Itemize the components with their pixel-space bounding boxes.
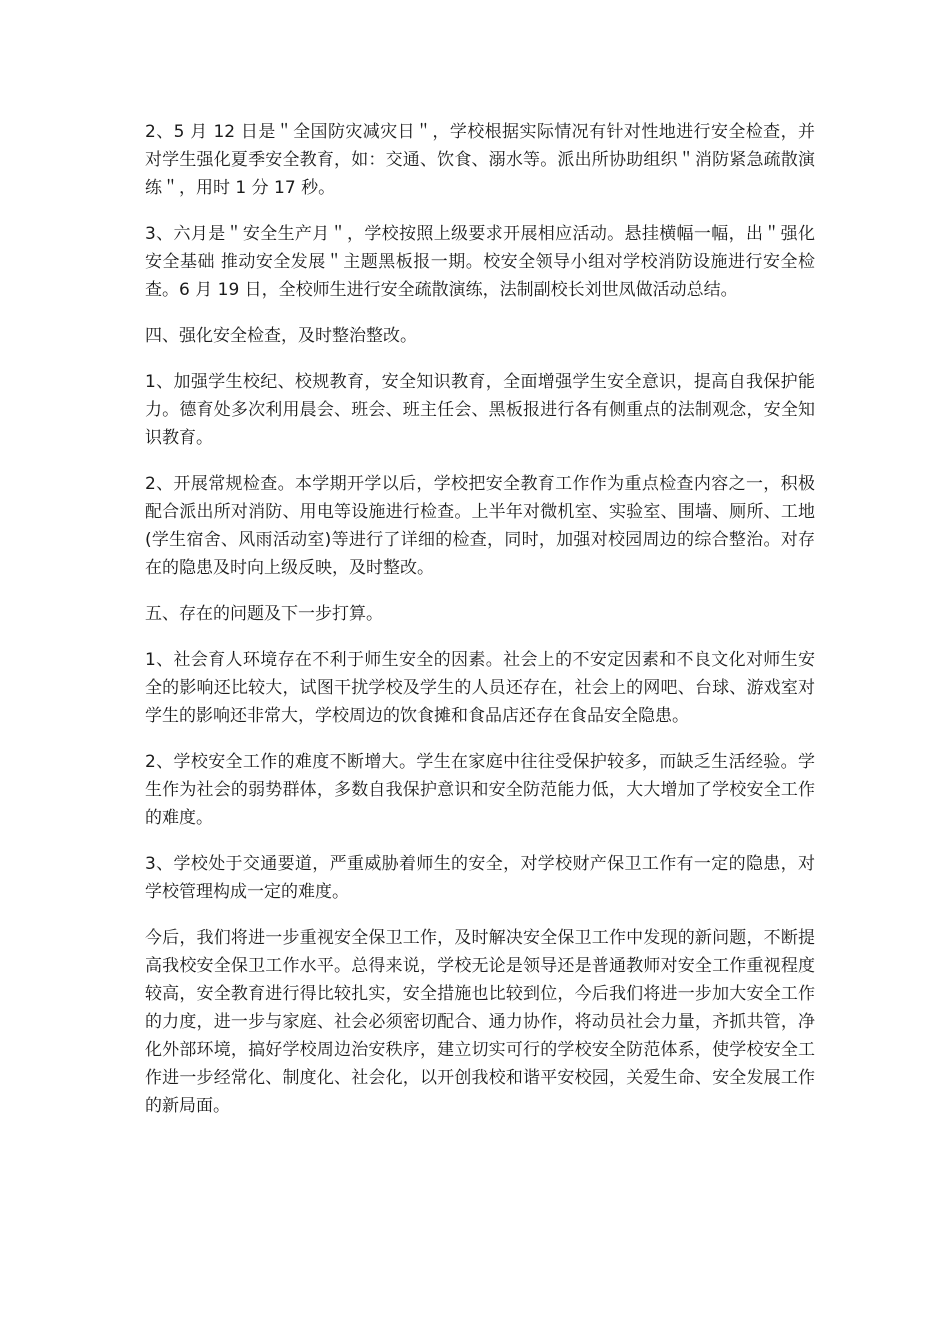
paragraph-item-1-education: 1、加强学生校纪、校规教育，安全知识教育，全面增强学生安全意识，提高自我保护能力。德育处多次利用晨会、班会、班主任会、黑板报进行各有侧重点的法制观念，安全知识教育。 [145,372,815,448]
document-body [145,118,815,1138]
section-heading-5: 五、存在的问题及下一步打算。 [145,604,383,624]
paragraph-item-2-inspection: 2、开展常规检查。本学期开学以后，学校把安全教育工作作为重点检查内容之一，积极配合派出所对消防、用电等设施进行检查。上半年对微机室、实验室、围墙、厕所、工地(学生宿舍、风雨活动室)等进行了详细的检查，同时，加强对校园周边的综合整治。对存在的隐患及时向上级反映，及时整改。 [145,474,815,578]
paragraph-item-3-safety-month: 3、六月是＂安全生产月＂，学校按照上级要求开展相应活动。悬挂横幅一幅，出＂强化安全基础 推动安全发展＂主题黑板报一期。校安全领导小组对学校消防设施进行安全检查。6 月 19 日，全校师生进行安全疏散演练，法制副校长刘世凤做活动总结。 [145,224,815,300]
section-heading-4: 四、强化安全检查，及时整治整改。 [145,326,417,346]
paragraph-conclusion: 今后，我们将进一步重视安全保卫工作，及时解决安全保卫工作中发现的新问题，不断提高我校安全保卫工作水平。总得来说，学校无论是领导还是普通教师对安全工作重视程度较高，安全教育进行得比较扎实，安全措施也比较到位，今后我们将进一步加大安全工作的力度，进一步与家庭、社会必须密切配合、通力协作，将动员社会力量，齐抓共管，净化外部环境，搞好学校周边治安秩序，建立切实可行的学校安全防范体系，使学校安全工作进一步经常化、制度化、社会化，以开创我校和谐平安校园，关爱生命、安全发展工作的新局面。 [145,928,815,1116]
paragraph-item-2-disaster-day: 2、5 月 12 日是＂全国防灾减灾日＂，学校根据实际情况有针对性地进行安全检查，并对学生强化夏季安全教育，如：交通、饮食、溺水等。派出所协助组织＂消防紧急疏散演练＂，用时 1 分 17 秒。 [145,122,815,198]
paragraph-item-1-environment: 1、社会育人环境存在不利于师生安全的因素。社会上的不安定因素和不良文化对师生安全的影响还比较大，试图干扰学校及学生的人员还存在，社会上的网吧、台球、游戏室对学生的影响还非常大，学校周边的饮食摊和食品店还存在食品安全隐患。 [145,650,815,726]
paragraph-item-3-traffic: 3、学校处于交通要道，严重威胁着师生的安全，对学校财产保卫工作有一定的隐患，对学校管理构成一定的难度。 [145,854,815,902]
paragraph-item-2-difficulty: 2、学校安全工作的难度不断增大。学生在家庭中往往受保护较多，而缺乏生活经验。学生作为社会的弱势群体，多数自我保护意识和安全防范能力低，大大增加了学校安全工作的难度。 [145,752,815,828]
